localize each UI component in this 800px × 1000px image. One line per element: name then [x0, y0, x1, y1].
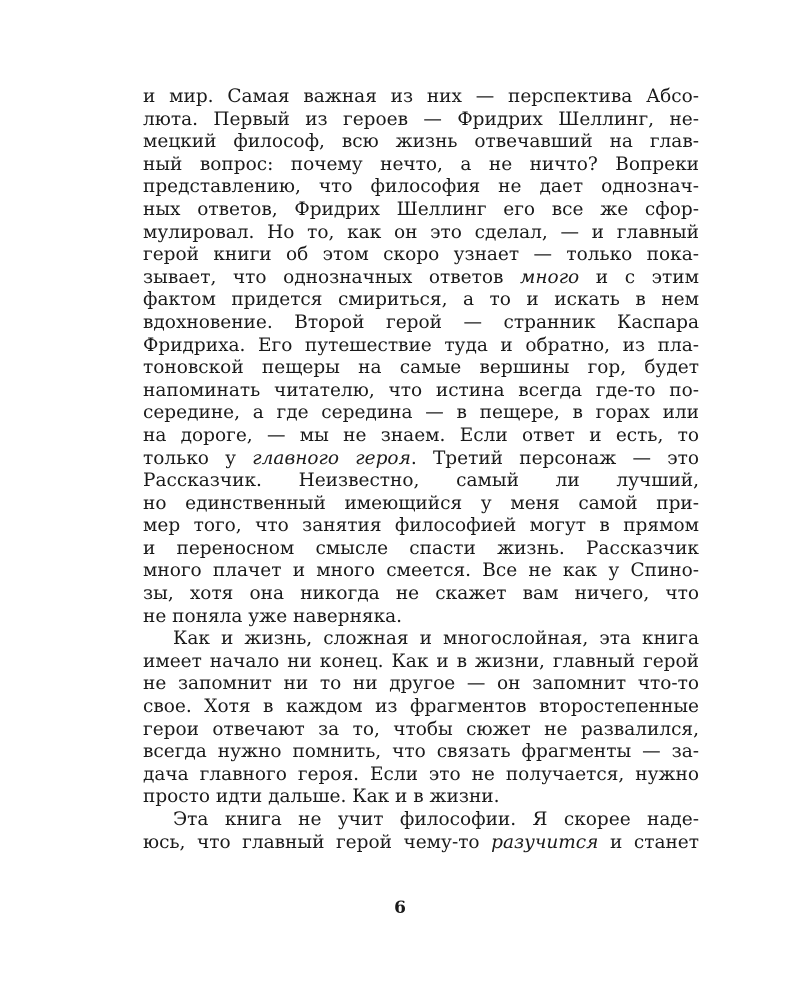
body-text — [143, 86, 699, 854]
text-segment: только у — [143, 447, 253, 469]
text-segment: и с этим — [579, 266, 699, 288]
text-line: ный вопрос: почему нечто, а не ничто? Вопреки — [143, 153, 699, 175]
text-line: Как и жизнь, сложная и многослойная, эта книга — [173, 628, 699, 650]
text-line: вдохновение. Второй герой — странник Каспара — [143, 311, 699, 333]
text-line: имеет начало ни конец. Как и в жизни, главный герой — [143, 650, 699, 672]
text-line: на дороге, — мы не знаем. Если ответ и есть, то — [143, 424, 699, 446]
text-line: зы, хотя она никогда не скажет вам ничего, что — [143, 583, 699, 605]
text-line — [143, 448, 699, 471]
text-line: мулировал. Но то, как он это сделал, — и главный — [143, 221, 699, 243]
text-segment: и станет — [598, 831, 699, 853]
text-line: просто идти дальше. Как и в жизни. — [143, 786, 500, 808]
text-line: напоминать читателю, что истина всегда где-то по- — [143, 379, 699, 401]
page-number: 6 — [394, 898, 406, 918]
text-line: дача главного героя. Если это не получается, нужно — [143, 763, 699, 785]
text-line: и переносном смысле спасти жизнь. Рассказчик — [143, 537, 699, 559]
text-line: Рассказчик. Неизвестно, самый ли лучший, — [143, 470, 699, 492]
text-line: середине, а где середина — в пещере, в горах или — [143, 402, 699, 424]
text-line: герой книги об этом скоро узнает — только пока- — [143, 244, 699, 266]
text-line: люта. Первый из героев — Фридрих Шеллинг, не- — [143, 108, 699, 130]
text-line: ных ответов, Фридрих Шеллинг его все же сфор- — [143, 198, 699, 220]
emphasis: главного героя — [252, 447, 411, 469]
text-line: мецкий философ, всю жизнь отвечавший на глав- — [143, 131, 699, 153]
text-line: Эта книга не учит философии. Я скорее наде- — [173, 809, 699, 830]
text-line: много плачет и много смеется. Все не как у Спино- — [143, 560, 699, 582]
text-line: мер того, что занятия философией могут в прямом — [143, 515, 699, 537]
text-line: не поняла уже наверняка. — [143, 605, 403, 627]
text-line: Фридриха. Его путешествие туда и обратно, из пла- — [143, 334, 699, 356]
text-line: герои отвечают за то, чтобы сюжет не развалился, — [143, 718, 699, 740]
text-line: и мир. Самая важная из них — перспектива Абсо- — [143, 86, 699, 107]
text-line: но единственный имеющийся у меня самой при- — [143, 492, 699, 514]
text-line: всегда нужно помнить, что связать фрагменты — за- — [143, 741, 699, 763]
text-segment: юсь, что главный герой чему-то — [143, 831, 492, 853]
emphasis: разучится — [491, 831, 599, 853]
text-segment: . Третий персонаж — это — [410, 447, 699, 469]
text-line: не запомнит ни то ни другое — он запомнит что-то — [143, 673, 699, 695]
text-line: тоновской пещеры на самые вершины гор, будет — [143, 357, 699, 379]
text-line: свое. Хотя в каждом из фрагментов второстепенные — [143, 696, 699, 718]
text-line: фактом придется смириться, а то и искать в нем — [143, 289, 699, 311]
text-line — [143, 267, 699, 290]
text-line: представлению, что философия не дает однознач- — [143, 176, 699, 198]
text-line — [143, 832, 699, 855]
text-segment: зывает, что однозначных ответов — [143, 266, 521, 288]
emphasis: много — [520, 266, 580, 288]
